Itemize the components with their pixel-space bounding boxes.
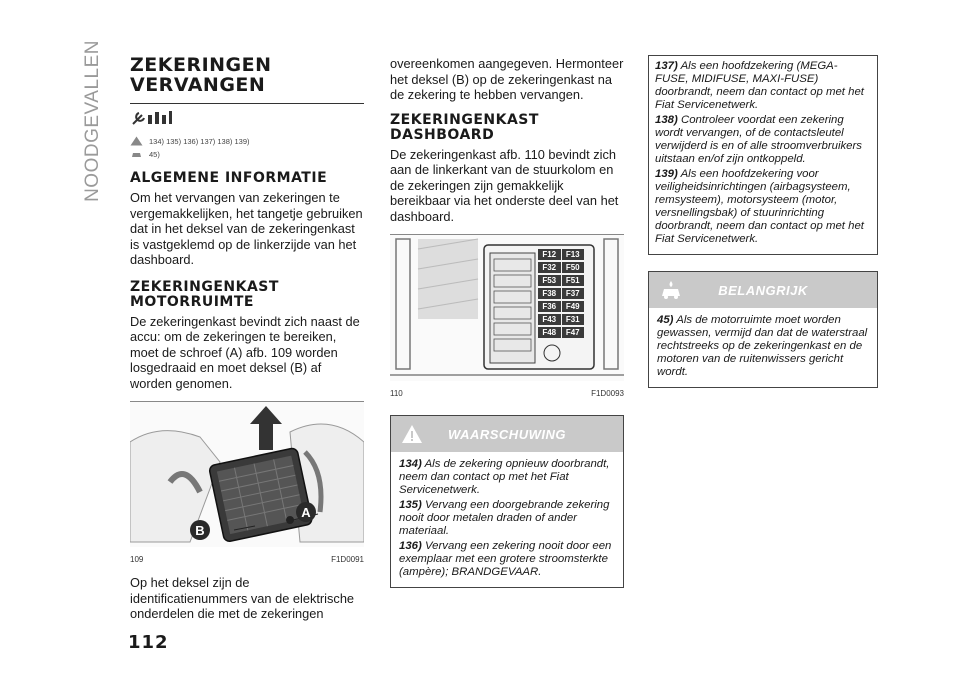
- fuse-label: F48: [538, 327, 561, 338]
- heading-engine-fusebox: ZEKERINGENKAST MOTORRUIMTE: [130, 278, 279, 310]
- fuse-label: F31: [562, 314, 585, 325]
- warning-box: [390, 415, 624, 588]
- column-1: [130, 55, 364, 622]
- fuse-label: F43: [538, 314, 561, 325]
- paragraph-general-info: Om het vervangen van zekeringen te vergemakkelijken, het tangetje gebruiken dat in het deksel van de zekeringenkast is vastgeklemd op de linkerzijde van het dashboard.: [130, 190, 363, 267]
- paragraph-cover-labels: Op het deksel zijn de identificatienummers van de elektrische onderdelen die met de zekeringen: [130, 575, 355, 621]
- note-136: 136) Vervang een zekering nooit door een exemplaar met een grotere stroomsterkte (ampère); BRANDGEVAAR.: [399, 540, 612, 578]
- column-3: [648, 55, 878, 388]
- figure-110: [390, 234, 624, 401]
- section-tab: NOODGEVALLEN: [82, 40, 103, 202]
- note-45: 45) Als de motorruimte moet worden gewassen, vermijd dan dat de waterstraal rechtstreeks op de zekeringenkast en de motoren van de ruitenwissers gericht wordt.: [657, 314, 868, 378]
- fuse-label: F37: [562, 288, 585, 299]
- warning-body: [391, 452, 623, 587]
- paragraph-dash-fusebox: De zekeringenkast afb. 110 bevindt zich aan de linkerkant van de stuurkolom en de zekeringen zijn gemakkelijk bereikbaar via het onderste deel van het dashboard.: [390, 146, 619, 224]
- heading-dash-fusebox: ZEKERINGENKAST DASHBOARD: [390, 111, 539, 143]
- callout-b: B: [190, 520, 210, 540]
- warning-references: 134) 135) 136) 137) 138) 139): [130, 136, 364, 146]
- note-138: 138) Controleer voordat een zekering wordt vervangen, of de contactsleutel verwijderd is en of alle stroomverbruikers uitstaan en/of zijn ontkoppeld.: [655, 114, 863, 165]
- fuse-label: F49: [562, 301, 585, 312]
- figure-109: [130, 401, 364, 567]
- figure-caption: 109 F1D0091: [130, 555, 364, 564]
- fuse-label: F12: [538, 249, 561, 260]
- note-139: 139) Als een hoofdzekering voor veiligheidsinrichtingen (airbagsysteem, remsysteem), motorsysteem (motor, versnellingsbak) of stuurinrichting doorbrandt, neem dan contact op met het Fiat Servicenetwerk.: [655, 168, 864, 245]
- fuse-grid: [538, 249, 584, 338]
- fuse-label: F47: [562, 327, 585, 338]
- page-number: 112: [128, 632, 169, 653]
- car-wash-icon: [659, 280, 683, 300]
- warning-triangle-icon: [401, 424, 423, 444]
- figure-caption: 110 F1D0093: [390, 389, 624, 398]
- dashboard-fusebox-illustration: [390, 235, 624, 381]
- title-rule: [130, 103, 364, 104]
- important-references: 45): [130, 149, 364, 159]
- engine-fusebox-illustration: [130, 402, 364, 547]
- important-body: [649, 308, 877, 387]
- note-134: 134) Als de zekering opnieuw doorbrandt, neem dan contact op met het Fiat Servicenetwerk.: [399, 458, 610, 496]
- fuse-label: F38: [538, 288, 561, 299]
- warning-continued-box: [648, 55, 878, 255]
- paragraph-continued: overeenkomen aangegeven. Hermonteer het deksel (B) op de zekeringenkast na de zekering te hebben vervangen.: [390, 56, 624, 102]
- warning-header: WAARSCHUWING: [391, 416, 623, 452]
- fuse-label: F50: [562, 262, 585, 273]
- paragraph-engine-fusebox: De zekeringenkast bevindt zich naast de accu: om de zekeringen te bereiken, moet de schroef (A) afb. 109 worden losgedraaid en moet deksel (B) af worden genomen.: [130, 313, 360, 391]
- fuse-label: F53: [538, 275, 561, 286]
- note-137: 137) Als een hoofdzekering (MEGA-FUSE, MIDIFUSE, MAXI-FUSE) doorbrandt, neem dan contact op met het Fiat Servicenetwerk.: [655, 60, 864, 111]
- important-box: [648, 271, 878, 388]
- fuse-label: F13: [562, 249, 585, 260]
- fuse-label: F32: [538, 262, 561, 273]
- fuse-label: F36: [538, 301, 561, 312]
- note-135: 135) Vervang een doorgebrande zekering nooit door metalen draden of ander materiaal.: [399, 499, 610, 537]
- important-header: BELANGRIJK: [649, 272, 877, 308]
- callout-a: A: [296, 502, 316, 522]
- warning-triangle-icon: [130, 136, 143, 146]
- section-title: ZEKERINGEN VERVANGEN: [130, 54, 272, 96]
- car-drop-icon: [130, 149, 143, 159]
- fuse-label: F51: [562, 275, 585, 286]
- heading-general-info: ALGEMENE INFORMATIE: [130, 170, 328, 186]
- column-2: [390, 56, 624, 588]
- wrench-fuse-icon: [130, 110, 364, 133]
